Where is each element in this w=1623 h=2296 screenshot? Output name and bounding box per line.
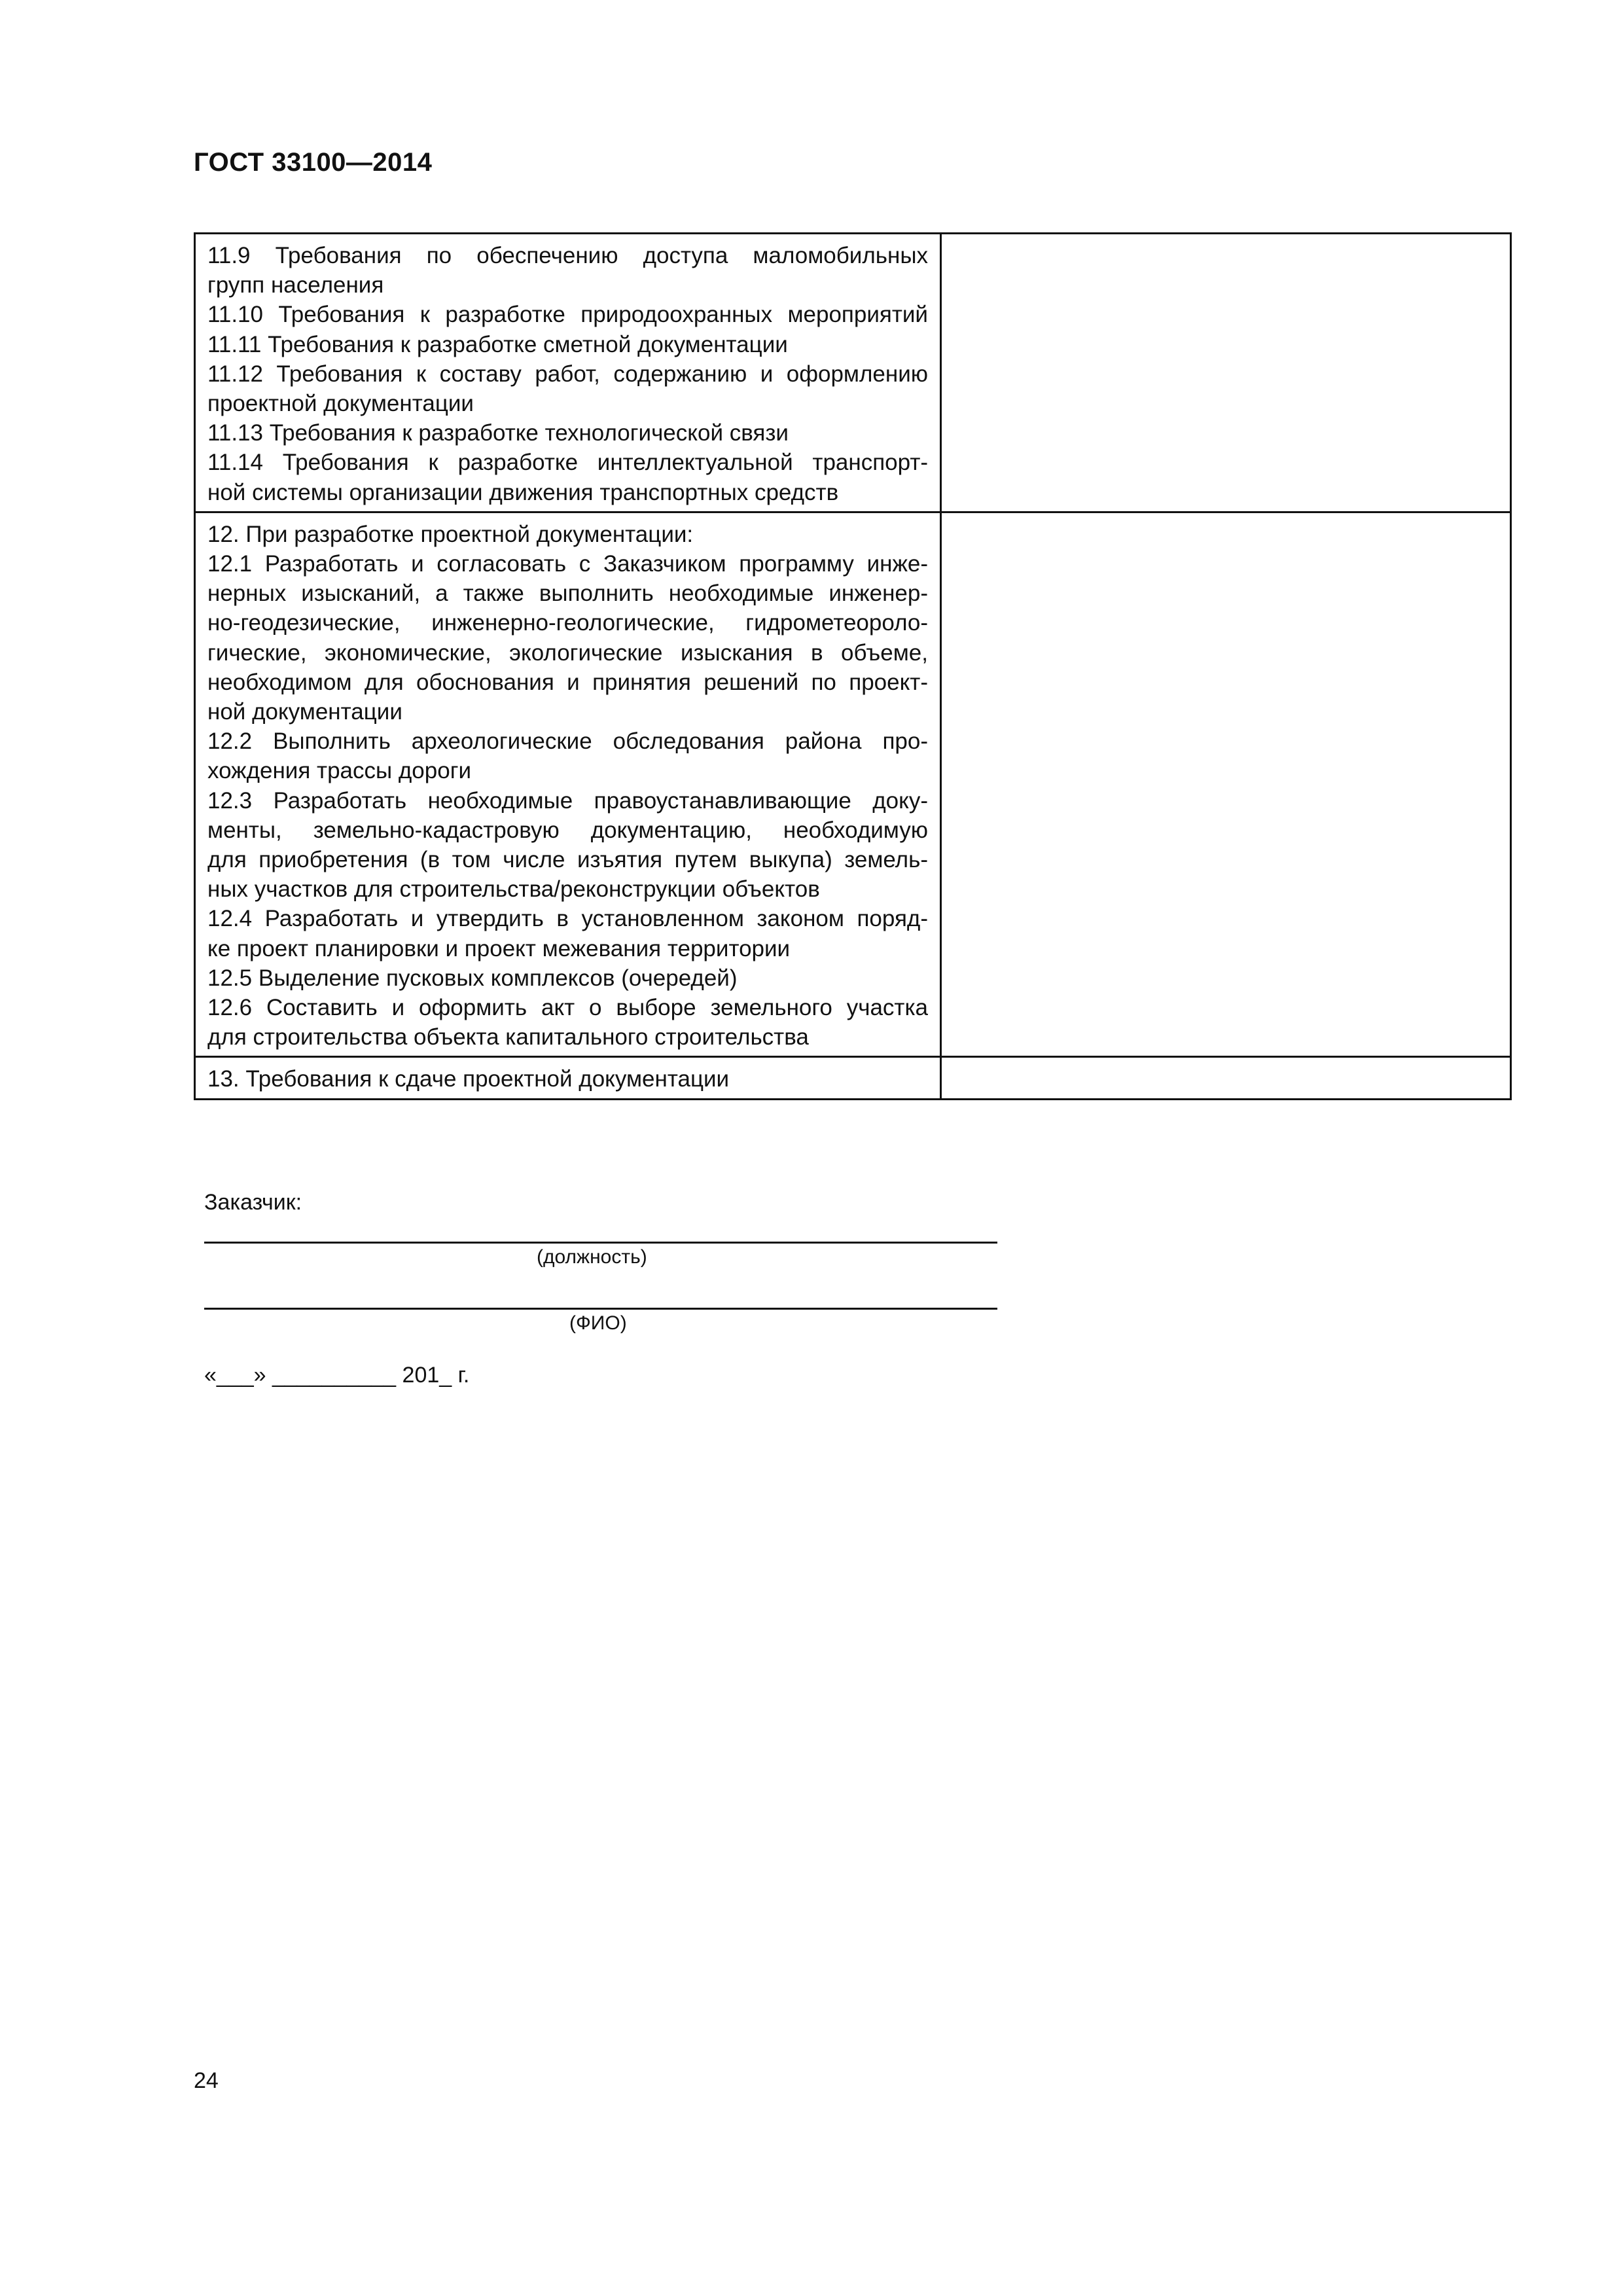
requirement-line: 12.4 Разработать и утвердить в установленном законом поряд-	[207, 906, 928, 932]
requirements-table	[194, 232, 1512, 1100]
requirement-line: 11.9 Требования по обеспечению доступа маломобильных	[207, 243, 928, 268]
requirement-line: 11.11 Требования к разработке сметной документации	[207, 331, 788, 357]
value-cell	[941, 234, 1511, 512]
requirement-line: проектной документации	[207, 391, 474, 417]
requirement-line: для приобретения (в том числе изъятия путем выкупа) земель-	[207, 847, 928, 873]
requirement-line: 11.13 Требования к разработке технологической связи	[207, 420, 789, 446]
requirement-line: 11.12 Требования к составу работ, содержанию и оформлению	[207, 361, 928, 387]
requirement-line: хождения трассы дороги	[207, 758, 472, 784]
requirement-line: 12. При разработке проектной документации:	[207, 521, 694, 547]
table-row	[195, 512, 1511, 1057]
requirement-line: 12.2 Выполнить археологические обследования района про-	[207, 728, 928, 755]
requirement-line: 11.10 Требования к разработке природоохранных мероприятий	[207, 302, 928, 328]
position-signature-line	[204, 1242, 997, 1244]
name-signature-line	[204, 1308, 997, 1310]
requirement-cell	[195, 1057, 941, 1099]
requirement-cell	[195, 234, 941, 512]
requirement-line: ке проект планировки и проект межевания территории	[207, 935, 791, 961]
requirement-line: нерных изысканий, а также выполнить необходимые инженер-	[207, 581, 928, 607]
requirement-line: менты, земельно-кадастровую документацию, необходимую	[207, 817, 928, 843]
value-cell	[941, 512, 1511, 1057]
requirement-line: ной системы организации движения транспортных средств	[207, 479, 839, 505]
table-row	[195, 1057, 1511, 1099]
value-cell	[941, 1057, 1511, 1099]
position-caption: (должность)	[537, 1246, 647, 1268]
requirement-line: 12.5 Выделение пусковых комплексов (очередей)	[207, 965, 738, 991]
requirement-line: 12.6 Составить и оформить акт о выборе земельного участка	[207, 995, 928, 1021]
requirement-line: для строительства объекта капитального строительства	[207, 1024, 809, 1050]
customer-label: Заказчик:	[204, 1190, 302, 1215]
requirement-line: ной документации	[207, 699, 402, 725]
name-caption: (ФИО)	[569, 1312, 627, 1334]
document-header: ГОСТ 33100—2014	[194, 148, 433, 177]
requirement-line: 12.3 Разработать необходимые правоустанавливающие доку-	[207, 787, 928, 814]
page-number: 24	[194, 2068, 219, 2093]
requirement-line: ных участков для строительства/реконструкции объектов	[207, 876, 820, 903]
date-field: «___» __________ 201_ г.	[204, 1363, 470, 1388]
requirement-line: групп населения	[207, 272, 384, 298]
requirement-cell	[195, 512, 941, 1057]
requirement-line: 12.1 Разработать и согласовать с Заказчиком программу инже-	[207, 551, 928, 577]
requirement-line: необходимом для обоснования и принятия решений по проект-	[207, 669, 928, 695]
table-row	[195, 234, 1511, 512]
requirement-line: но-геодезические, инженерно-геологические, гидрометеороло-	[207, 610, 928, 636]
requirement-line: 13. Требования к сдаче проектной документации	[207, 1066, 730, 1092]
requirement-line: гические, экономические, экологические изыскания в объеме,	[207, 639, 928, 666]
requirement-line: 11.14 Требования к разработке интеллектуальной транспорт-	[207, 450, 928, 476]
